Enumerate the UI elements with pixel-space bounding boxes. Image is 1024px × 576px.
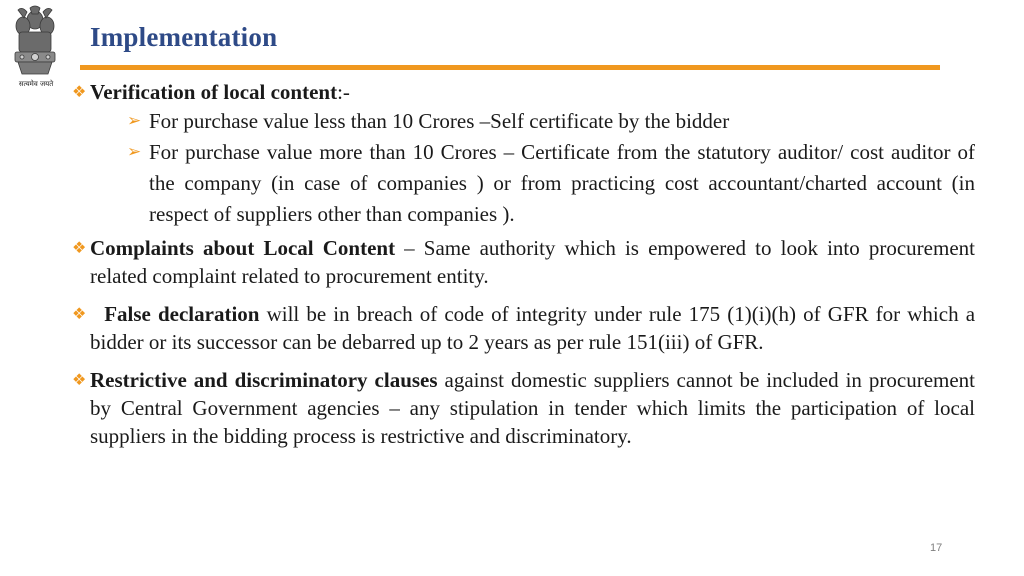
bullet-complaints-local-content (72, 234, 975, 290)
page-number: 17 (930, 542, 943, 554)
bullet-suffix: :- (337, 80, 350, 104)
national-emblem-icon (10, 4, 60, 82)
diamond-bullet-icon: ❖ (72, 82, 87, 101)
bullet-heading: Complaints about Local Content (90, 236, 396, 260)
bullet-verification-local-content (72, 78, 975, 106)
bullet-heading: False declaration (104, 302, 260, 326)
bullet-text: will be in breach of code of integrity under rule 175 (1)(i)(h) of GFR for which a bidder or its successor can be debarred up to 2 years as per rule 151(iii) of GFR. (90, 302, 976, 354)
bullet-heading: Verification of local content (90, 80, 338, 104)
slide-title: Implementation (90, 22, 278, 52)
sub-bullet-auditor-certificate (127, 137, 975, 230)
diamond-bullet-icon: ❖ (72, 370, 87, 389)
bullet-heading: Restrictive and discriminatory clauses (90, 368, 438, 392)
title-divider (80, 65, 940, 70)
emblem-motto: सत्यमेव जयते (18, 80, 54, 88)
arrow-bullet-icon: ➢ (127, 111, 142, 131)
diamond-bullet-icon: ❖ (72, 304, 87, 323)
bullet-restrictive-clauses (72, 366, 976, 450)
arrow-bullet-icon: ➢ (127, 142, 142, 162)
sub-bullet-text: For purchase value less than 10 Crores –Self certificate by the bidder (149, 109, 730, 133)
sub-bullet-self-certificate (127, 106, 975, 137)
diamond-bullet-icon: ❖ (72, 238, 87, 257)
sub-bullet-text: For purchase value more than 10 Crores – Certificate from the statutory auditor/ cost auditor of the company (in case of companies ) or from practicing cost accountant/charted account (in respect of suppliers other than companies ). (149, 140, 975, 226)
bullet-text: against domestic suppliers cannot be included in procurement by Central Government agencies – any stipulation in tender which limits the participation of local suppliers in the bidding process is restrictive and discriminatory. (90, 368, 976, 448)
bullet-false-declaration (72, 300, 976, 356)
bullet-text: – Same authority which is empowered to look into procurement related complaint related to procurement entity. (90, 236, 975, 288)
slide-content (72, 78, 976, 450)
